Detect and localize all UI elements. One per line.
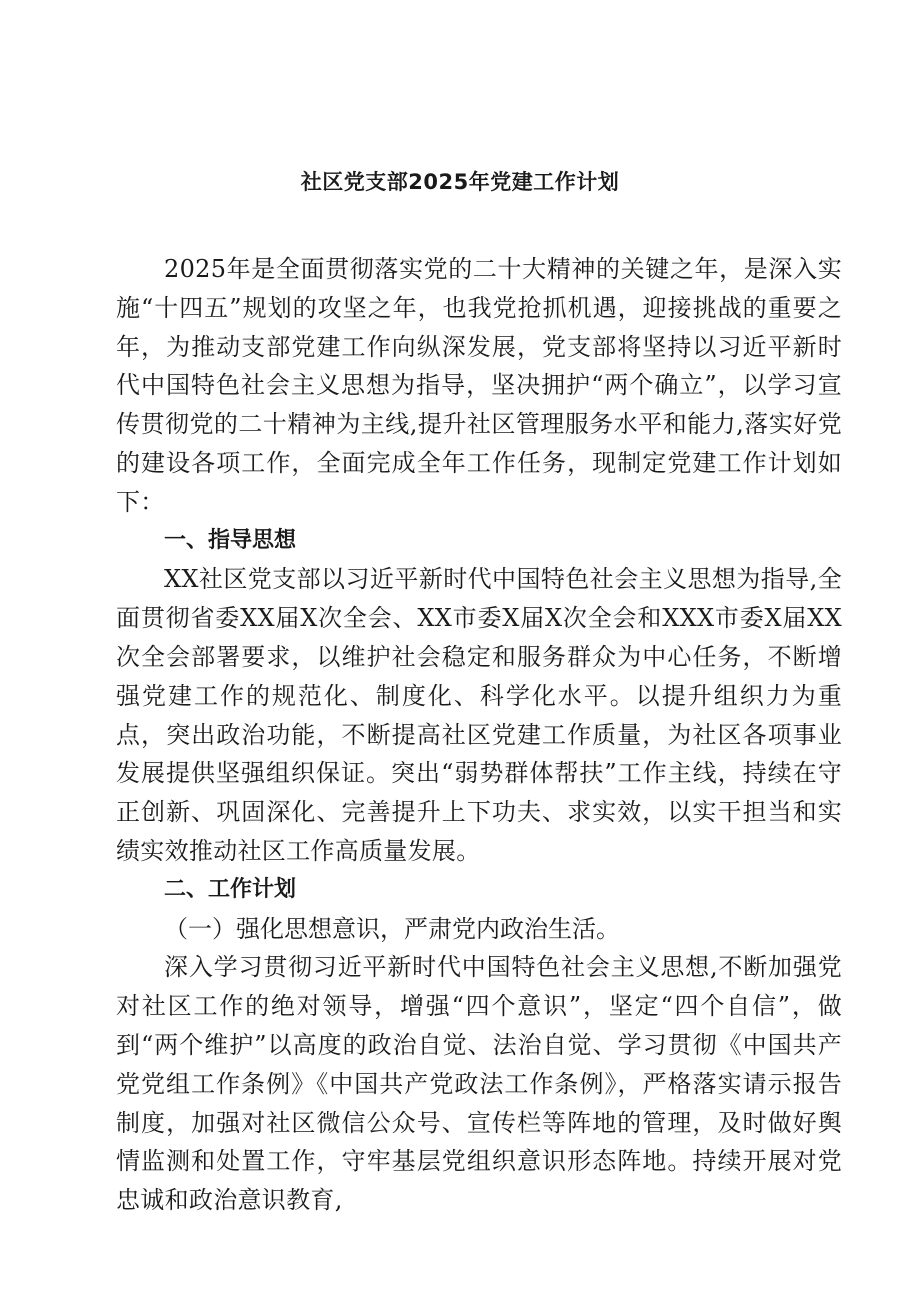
subsection-heading-1: （一）强化思想意识，严肃党内政治生活。	[164, 914, 620, 943]
document-body	[116, 250, 842, 1220]
section-heading-work-plan: 二、工作计划	[164, 876, 297, 902]
guiding-ideology-paragraph: XX社区党支部以习近平新时代中国特色社会主义思想为指导,全面贯彻省委XX届X次全会、XX市委X届X次全会和XXX市委X届XX次全会部署要求，以维护社会稳定和服务群众为中心任务，不断增强党建工作的规范化、制度化、科学化水平。以提升组织力为重点，突出政治功能，不断提高社区党建工作质量，为社区各项事业发展提供坚强组织保证。突出“弱势群体帮扶”工作主线，持续在守正创新、巩固深化、完善提升上下功夫、求实效，以实干担当和实绩实效推动社区工作高质量发展。	[116, 565, 842, 865]
section-heading-guiding-ideology: 一、指导思想	[164, 527, 297, 553]
intro-paragraph: 2025年是全面贯彻落实党的二十大精神的关键之年，是深入实施“十四五”规划的攻坚之年，也我党抢抓机遇，迎接挑战的重要之年，为推动支部党建工作向纵深发展，党支部将坚持以习近平新时代中国特色社会主义思想为指导，坚决拥护“两个确立”，以学习宣传贯彻党的二十精神为主线,提升社区管理服务水平和能力,落实好党的建设各项工作，全面完成全年工作任务，现制定党建工作计划如下：	[116, 255, 842, 516]
document-title: 社区党支部2025年党建工作计划	[300, 170, 620, 194]
work-plan-paragraph: 深入学习贯彻习近平新时代中国特色社会主义思想,不断加强党对社区工作的绝对领导，增强“四个意识”，坚定“四个自信”，做到“两个维护”以高度的政治自觉、法治自觉、学习贯彻《中国共产党党组工作条例》《中国共产党政法工作条例》，严格落实请示报告制度，加强对社区微信公众号、宣传栏等阵地的管理，及时做好舆情监测和处置工作，守牢基层党组织意识形态阵地。持续开展对党忠诚和政治意识教育,	[116, 953, 842, 1215]
